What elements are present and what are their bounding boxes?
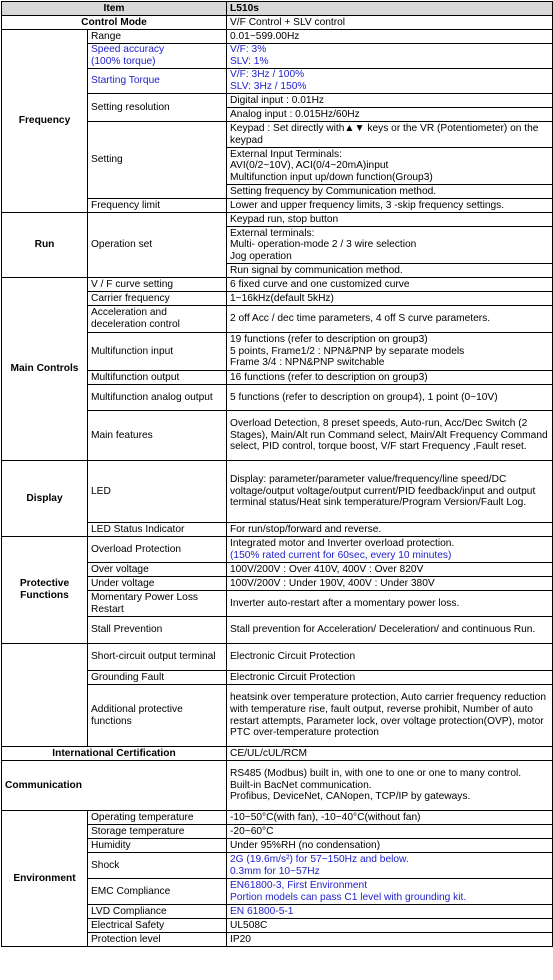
item-label: Multifunction input	[91, 345, 174, 357]
item-label: Stall Prevention	[91, 624, 163, 636]
value-cell	[227, 905, 553, 919]
item-label: Multifunction analog output	[91, 391, 213, 403]
item-cell	[88, 617, 227, 644]
value-line: 2G (19.6m/s²) for 57~150Hz and below.	[230, 853, 409, 865]
item-cell	[88, 563, 227, 577]
value-cell	[227, 879, 553, 905]
group-protective-continued	[2, 644, 88, 747]
item-cell	[88, 292, 227, 306]
value-line: Keypad : Set directly with▲▼ keys or the VR (Potentiometer) on the keypad	[230, 122, 539, 146]
item-label: Momentary Power Loss Restart	[91, 591, 199, 615]
value-cell	[227, 747, 553, 761]
value-cell	[227, 148, 553, 185]
item-cell	[88, 839, 227, 853]
value-cell	[227, 199, 553, 213]
value-line: V/F Control + SLV control	[230, 16, 346, 28]
item-label: Operation set	[91, 239, 153, 251]
value-cell	[227, 591, 553, 617]
item-cell	[88, 933, 227, 947]
value-cell	[227, 185, 553, 199]
group-display: Display	[2, 461, 88, 537]
item-cell	[88, 122, 227, 199]
value-line: 0.3mm for 10~57Hz	[230, 865, 320, 877]
value-line: EN 61800-5-1	[230, 905, 294, 917]
item-label: Over voltage	[91, 563, 149, 575]
value-line: External Input Terminals:	[230, 148, 342, 160]
item-label: Under voltage	[91, 577, 155, 589]
table-row	[2, 461, 553, 523]
value-line: 19 functions (refer to description on group3)	[230, 334, 428, 346]
value-cell	[227, 811, 553, 825]
value-line: 100V/200V : Under 190V, 400V : Under 380V	[230, 577, 435, 589]
table-row	[2, 644, 553, 671]
value-line: External terminals:	[230, 227, 315, 239]
value-cell	[227, 919, 553, 933]
value-cell	[227, 213, 553, 227]
value-line: EN61800-3, First Environment	[230, 879, 368, 891]
value-line: heatsink over temperature protection, Auto carrier frequency reduction with temperature rise, fault output, reverse prohibit, Number of auto restart attempts, Parameter lock, over voltage protection(OVP), motor PTC over-temperature protection	[230, 692, 546, 739]
table-row	[2, 537, 553, 563]
value-line: Lower and upper frequency limits, 3 -skip frequency settings.	[230, 199, 505, 211]
value-line: 100V/200V : Over 410V, 400V : Over 820V	[230, 563, 424, 575]
value-cell	[227, 94, 553, 108]
value-cell	[227, 333, 553, 371]
value-line: Jog operation	[230, 250, 292, 262]
value-cell	[227, 385, 553, 411]
value-cell	[227, 108, 553, 122]
header-item: Item	[2, 2, 227, 16]
value-line: 5 functions (refer to description on group4), 1 point (0~10V)	[230, 391, 498, 403]
value-line: Inverter auto-restart after a momentary power loss.	[230, 597, 460, 609]
value-line: Multifunction input up/down function(Group3)	[230, 171, 433, 183]
item-cell	[88, 577, 227, 591]
value-line: 16 functions (refer to description on group3)	[230, 371, 428, 383]
item-label: Main features	[91, 429, 153, 441]
value-line: 6 fixed curve and one customized curve	[230, 278, 410, 290]
value-line: (150% rated current for 60sec, every 10 minutes)	[230, 549, 452, 561]
item-label: Short-circuit output terminal	[91, 651, 216, 663]
value-cell	[227, 523, 553, 537]
value-cell	[227, 122, 553, 148]
value-line: Overload Detection, 8 preset speeds, Auto-run, Acc/Dec Switch (2 Stages), Main/Alt run Command select, Main/Alt Frequency Command select, PID control, torque boost, V/F start Frequency ,Fault reset.	[230, 418, 548, 453]
item-label: LVD Compliance	[91, 905, 167, 917]
value-cell	[227, 461, 553, 523]
value-cell	[227, 825, 553, 839]
value-line: Digital input : 0.01Hz	[230, 94, 325, 106]
item-label: Setting	[91, 154, 123, 166]
item-cell	[88, 825, 227, 839]
value-cell	[227, 69, 553, 94]
item-label: Multifunction output	[91, 371, 180, 383]
value-cell	[227, 933, 553, 947]
value-line: SLV: 3Hz / 150%	[230, 81, 307, 92]
table-row	[2, 747, 553, 761]
value-cell	[227, 227, 553, 264]
item-cell	[88, 411, 227, 461]
value-line: UL508C	[230, 919, 268, 931]
item-cell	[88, 333, 227, 371]
item-cell	[88, 853, 227, 879]
value-cell	[227, 44, 553, 69]
value-line: SLV: 1%	[230, 56, 269, 67]
item-cell	[88, 278, 227, 292]
table-row	[2, 278, 553, 292]
value-cell	[227, 411, 553, 461]
item-label: Electrical Safety	[91, 919, 165, 931]
item-label: Carrier frequency	[91, 292, 170, 304]
value-line: Analog input : 0.015Hz/60Hz	[230, 108, 360, 120]
value-line: -20~60°C	[230, 825, 274, 837]
table-row	[2, 16, 553, 30]
item-cell	[88, 461, 227, 523]
item-cell	[88, 385, 227, 411]
group-control-mode: Control Mode	[2, 16, 227, 30]
value-line: AVI(0/2~10V), ACI(0/4~20mA)input	[230, 160, 389, 172]
item-cell	[88, 199, 227, 213]
item-label: Protection level	[91, 933, 161, 945]
item-cell	[88, 306, 227, 333]
value-cell	[227, 577, 553, 591]
item-label: Humidity	[91, 839, 131, 851]
value-line: CE/UL/cUL/RCM	[230, 747, 307, 759]
value-cell	[227, 617, 553, 644]
item-label: Additional protective functions	[91, 703, 183, 727]
value-line: IP20	[230, 933, 251, 945]
value-line: Integrated motor and Inverter overload protection.	[230, 537, 455, 549]
item-cell	[88, 919, 227, 933]
value-line: Electronic Circuit Protection	[230, 671, 356, 683]
value-line: 5 points, Frame1/2 : NPN&PNP by separate models	[230, 345, 465, 357]
value-line: Stall prevention for Acceleration/ Deceleration/ and continuous Run.	[230, 624, 536, 636]
value-line: Electronic Circuit Protection	[230, 651, 356, 663]
item-label: Speed accuracy	[91, 44, 165, 56]
value-line: Multi- operation-mode 2 / 3 wire selection	[230, 239, 417, 251]
item-label: Storage temperature	[91, 825, 185, 837]
value-line: V/F: 3Hz / 100%	[230, 69, 305, 81]
value-line: Profibus, DeviceNet, CANopen, TCP/IP by gateways.	[230, 791, 471, 803]
value-line: -10~50°C(with fan), -10~40°C(without fan)	[230, 811, 421, 823]
value-line: Run signal by communication method.	[230, 264, 403, 276]
item-cell	[88, 879, 227, 905]
item-cell	[88, 685, 227, 747]
item-label: Range	[91, 30, 122, 42]
item-cell	[88, 644, 227, 671]
value-line: Display: parameter/parameter value/frequency/line speed/DC voltage/output voltage/output current/PID feedback/input and output terminal status/Heat sink temperature/Program Version/Fault Log.	[230, 474, 536, 509]
item-cell	[88, 523, 227, 537]
value-line: V/F: 3%	[230, 44, 267, 56]
value-cell	[227, 306, 553, 333]
value-line: Under 95%RH (no condensation)	[230, 839, 381, 851]
group-protective-functions: Protective Functions	[2, 537, 88, 644]
value-line: 0.01~599.00Hz	[230, 30, 300, 42]
table-header-row	[2, 2, 553, 16]
value-line: Keypad run, stop button	[230, 213, 339, 225]
item-label: V / F curve setting	[91, 278, 174, 290]
item-cell	[88, 94, 227, 122]
item-cell	[88, 371, 227, 385]
item-label: Operating temperature	[91, 811, 194, 823]
group-main-controls: Main Controls	[2, 278, 88, 461]
item-label: EMC Compliance	[91, 885, 171, 897]
value-cell	[227, 537, 553, 563]
item-label: Frequency limit	[91, 199, 161, 211]
value-line: Setting frequency by Communication method.	[230, 185, 437, 197]
item-cell	[88, 30, 227, 44]
value-line: RS485 (Modbus) built in, with one to one or one to many control.	[230, 768, 522, 780]
item-label: LED Status Indicator	[91, 523, 185, 535]
item-label: Overload Protection	[91, 543, 182, 555]
value-cell	[227, 563, 553, 577]
value-cell	[227, 853, 553, 879]
item-cell	[88, 591, 227, 617]
group-environment: Environment	[2, 811, 88, 947]
item-label: Starting Torque	[91, 75, 160, 87]
item-cell	[88, 905, 227, 919]
value-line: Built-in BacNet communication.	[230, 779, 372, 791]
table-row	[2, 213, 553, 227]
group-international-certification: International Certification	[2, 747, 227, 761]
table-row	[2, 761, 553, 811]
value-cell	[227, 264, 553, 278]
value-line: Portion models can pass C1 level with grounding kit.	[230, 891, 467, 903]
item-label: Acceleration and deceleration control	[91, 307, 180, 330]
value-cell	[227, 16, 553, 30]
value-cell	[227, 685, 553, 747]
value-cell	[227, 278, 553, 292]
group-frequency: Frequency	[2, 30, 88, 213]
item-cell	[88, 671, 227, 685]
item-cell	[88, 537, 227, 563]
value-line: Frame 3/4 : NPN&PNP switchable	[230, 357, 385, 369]
value-line: 2 off Acc / dec time parameters, 4 off S curve parameters.	[230, 313, 491, 325]
value-cell	[227, 761, 553, 811]
item-label: LED	[91, 485, 111, 497]
item-label: Shock	[91, 859, 120, 871]
item-cell	[88, 69, 227, 94]
item-label: Grounding Fault	[91, 671, 165, 683]
value-cell	[227, 839, 553, 853]
value-cell	[227, 644, 553, 671]
value-line: 1~16kHz(default 5kHz)	[230, 292, 334, 304]
group-communication: Communication	[2, 761, 227, 811]
table-row	[2, 811, 553, 825]
value-cell	[227, 371, 553, 385]
group-run: Run	[2, 213, 88, 278]
value-cell	[227, 671, 553, 685]
header-model: L510s	[227, 2, 553, 16]
item-label: (100% torque)	[91, 56, 156, 67]
value-cell	[227, 30, 553, 44]
item-cell	[88, 811, 227, 825]
spec-table	[1, 1, 553, 947]
item-cell	[88, 213, 227, 278]
item-label: Setting resolution	[91, 101, 170, 113]
value-cell	[227, 292, 553, 306]
value-line: For run/stop/forward and reverse.	[230, 523, 382, 535]
item-cell	[88, 44, 227, 69]
table-row	[2, 30, 553, 44]
